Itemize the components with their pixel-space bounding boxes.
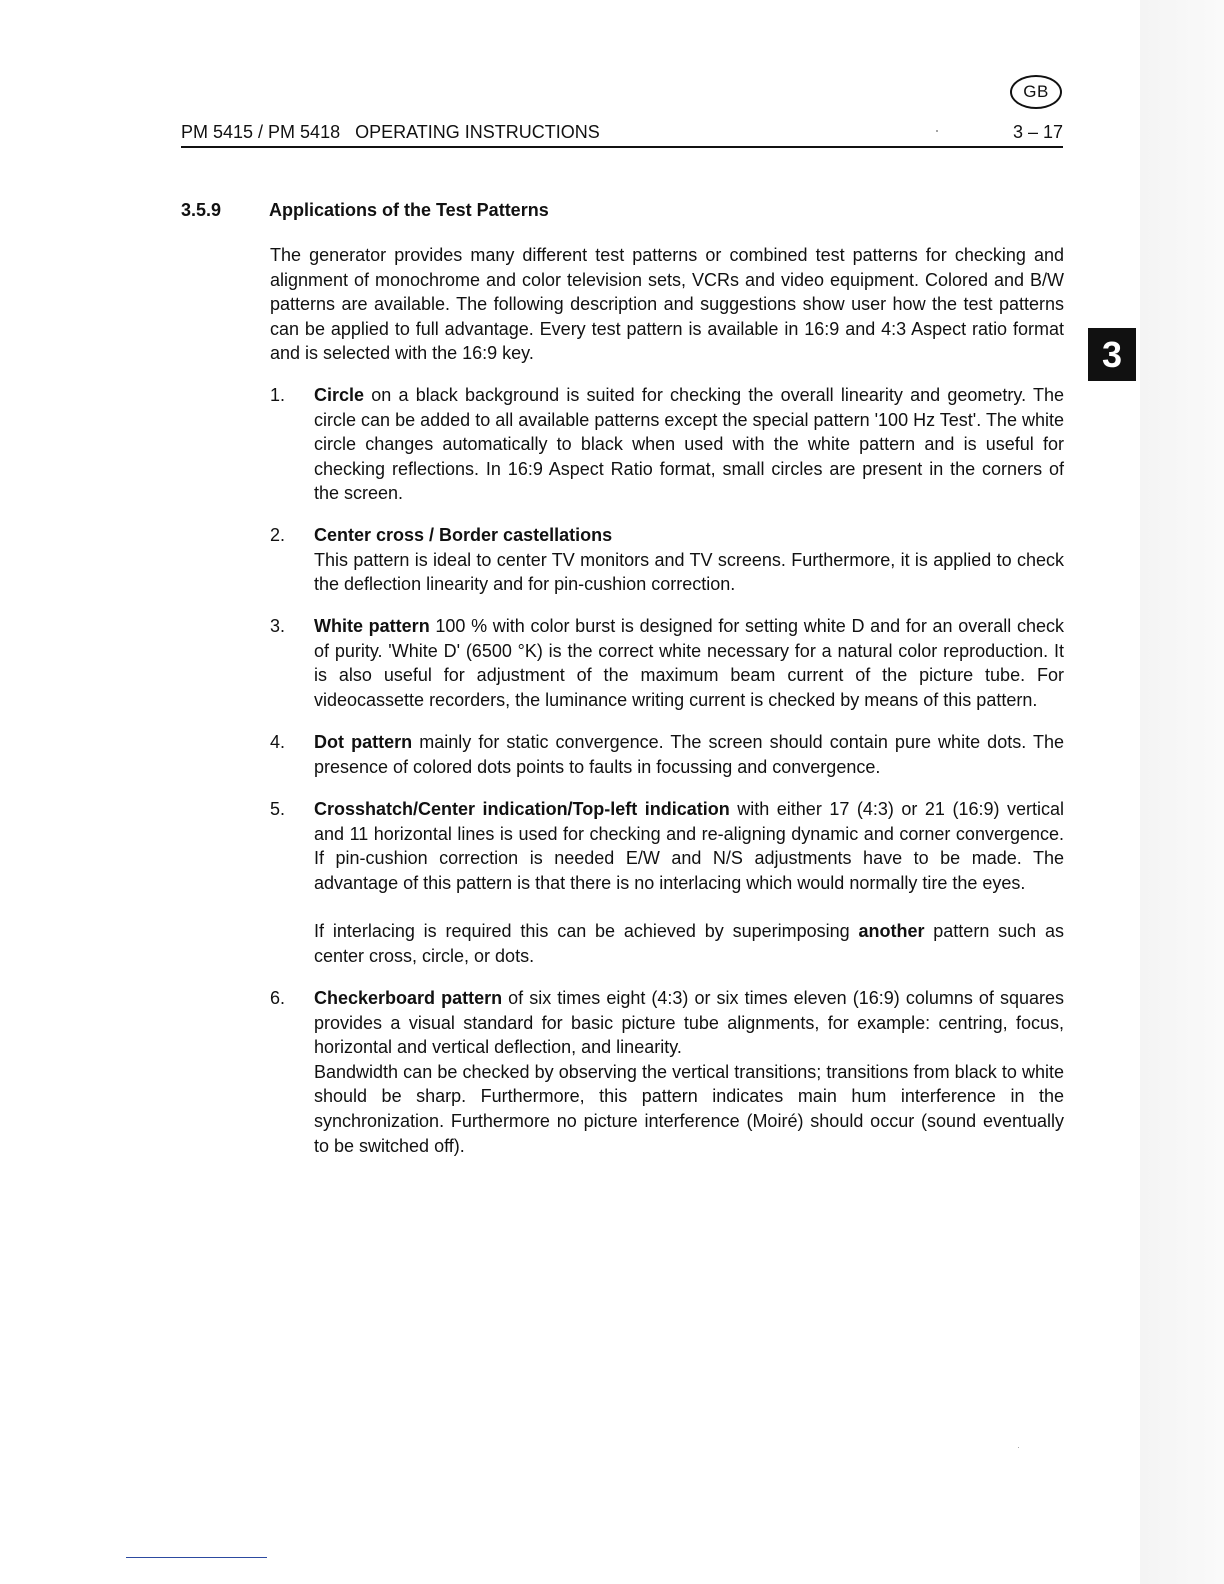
list-item-note: If interlacing is required this can be achieved by superimposing another pattern such as center cross, circle, or dots. xyxy=(314,921,1064,966)
list-item-term: White pattern xyxy=(314,616,430,636)
list-item-text: of six times eight (4:3) or six times eleven (16:9) columns of squares provides a visual standard for basic picture tube alignments, for example: centring, focus, horizontal and vertical deflection, and linearity. xyxy=(314,988,1064,1058)
list-item-number: 5. xyxy=(270,799,286,819)
list-item-body xyxy=(314,986,1064,1158)
list-item-term: Crosshatch/Center indication/Top-left indication xyxy=(314,799,730,819)
header-title: PM 5415 / PM 5418 OPERATING INSTRUCTIONS xyxy=(181,122,600,142)
language-badge: GB xyxy=(1010,75,1062,109)
list-item-body xyxy=(314,614,1064,712)
page-header xyxy=(181,122,1063,148)
list-item-number: 3. xyxy=(270,616,286,636)
list-item-text: 100 % with color burst is designed for setting white D and for an overall check of purity. 'White D' (6500 °K) is the correct white necessary for a natural color reproduction. It is also useful for adjustment of the maximum beam current of the picture tube. For videocassette recorders, the luminance writing current is checked by means of this pattern. xyxy=(314,616,1064,710)
list-item-text: on a black background is suited for checking the overall linearity and geometry. The circle can be added to all available patterns except the special pattern '100 Hz Test'. The white circle changes automatically to black when used with the white pattern and is useful for checking reflections. In 16:9 Aspect Ratio format, small circles are present in the corners of the screen. xyxy=(314,385,1064,504)
chapter-tab: 3 xyxy=(1088,328,1136,381)
list-item-text: mainly for static convergence. The screen should contain pure white dots. The presence of colored dots points to faults in focussing and convergence. xyxy=(314,732,1064,777)
list-item-emphasis: another xyxy=(858,921,925,942)
list-item-body xyxy=(314,523,1064,597)
page-margin-shade xyxy=(1140,0,1224,1584)
list-item-number: 6. xyxy=(270,988,286,1008)
list-item-body xyxy=(314,730,1064,779)
section-number: 3.5.9 xyxy=(181,200,222,220)
scan-speck xyxy=(1018,1447,1019,1448)
list-item-term: Dot pattern xyxy=(314,732,413,752)
section-intro: The generator provides many different test patterns or combined test patterns for checking and alignment of monochrome and color television sets, VCRs and video equipment. Colored and B/W patterns are available. The following description and suggestions show user how the test patterns can be applied to full advantage. Every test pattern is available in 16:9 and 4:3 Aspect ratio format and is selected with the 16:9 key. xyxy=(270,245,1064,364)
list-item-term: Checkerboard pattern xyxy=(314,988,503,1008)
section-title: Applications of the Test Patterns xyxy=(269,200,549,220)
list-item-body xyxy=(314,797,1064,969)
list-item-term: Circle xyxy=(314,385,365,405)
list-item-number: 1. xyxy=(270,385,286,405)
list-item-body xyxy=(314,383,1064,506)
list-item-note: Bandwidth can be checked by observing the vertical transitions; transitions from black to white should be sharp. Furthermore, this pattern indicates main hum interference in the synchronization. Furthermore no picture interference (Moiré) should occur (sound eventually to be switched off). xyxy=(314,1061,1064,1156)
footer-rule xyxy=(126,1557,267,1558)
header-page-number: 3 – 17 xyxy=(1012,122,1063,142)
scan-speck xyxy=(936,130,938,132)
list-item-term: Center cross / Border castellations xyxy=(314,525,613,545)
list-item-number: 2. xyxy=(270,525,286,545)
list-item-text: This pattern is ideal to center TV monitors and TV screens. Furthermore, it is applied to check the deflection linearity and for pin-cushion correction. xyxy=(314,549,1064,595)
list-item-number: 4. xyxy=(270,732,286,752)
list-item-text: with either 17 (4:3) or 21 (16:9) vertical and 11 horizontal lines is used for checking and re-aligning dynamic and corner convergence. If pin-cushion correction is needed E/W and N/S adjustments have to be made. The advantage of this pattern is that there is no interlacing which would normally tire the eyes. xyxy=(314,799,1065,893)
